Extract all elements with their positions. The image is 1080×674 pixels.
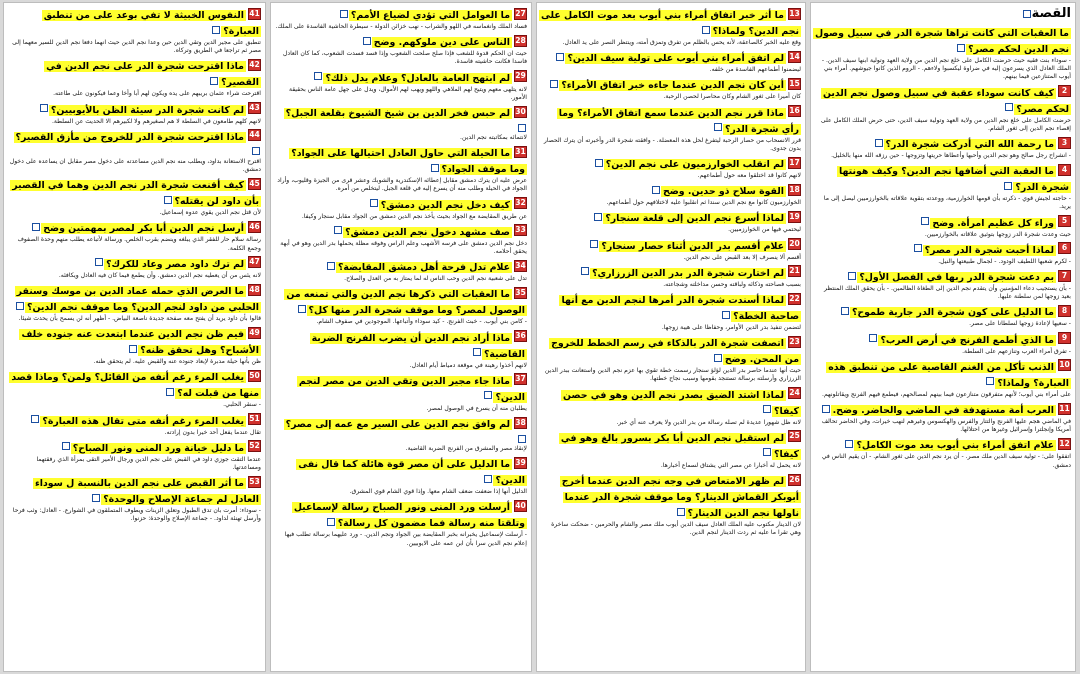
question-number-badge: 52 [249, 441, 260, 451]
checkbox-icon [340, 10, 348, 18]
question-text: كيف كانت سوداء عقبة في سبيل وصول نجم الدين لحكم مصر؟ [822, 87, 1069, 115]
checkbox-icon [95, 258, 103, 266]
question-text: ماذا اقترحت شجرة الدر على نجم الدين في القصير؟ [46, 61, 259, 89]
question-text: ما الدليل على كون شجرة الدر جارية طموح؟ [851, 307, 1054, 319]
answer-text: لانهم أخذوا رهينة في موقعة دمياط أيام العادل. [409, 361, 527, 369]
question-text: ما رحمة الله التي أدركت شجرة الدر؟ [885, 139, 1054, 151]
checkbox-icon [298, 305, 306, 313]
question-line [8, 282, 261, 314]
checkbox-icon [986, 377, 994, 385]
answer-text: اقترحت شراء عثمان بريبهم على يده ويكون لهم أبا وأخا وعما فيكونون على طاعته. [53, 90, 261, 98]
page-title-text: القصة [1031, 6, 1071, 21]
question-text: كيف أقنعت شجرة الدر نجم الدين وهما في القصير بأن داود لن يقتله؟ [12, 180, 259, 208]
question-text: أرسل نجم الدين أبا بكر لمصر بمهمتين وضح [43, 223, 244, 235]
checkbox-icon [314, 72, 322, 80]
question-text: فيم ظن نجم الدين عندما ابتعدت عنه جنوده خلف الأشباح؟ وهل تحقق ظنه؟ [21, 329, 259, 357]
question-line [541, 472, 801, 520]
question-number-badge: 35 [515, 287, 526, 297]
answer-text: رسالة سلام حار للفقر الذي يبلغه وينضم بقرب الخلص. ورسالة لأتباعه يطلب منهم وحدة الصفوف وجمع الكلمة. [17, 236, 261, 252]
question-line [815, 268, 1071, 284]
answer-text: لإنقاذ مصر والمشرق من الفرنج الضربة القاضية. [405, 445, 527, 453]
column-body [815, 24, 1071, 470]
checkbox-icon [677, 508, 685, 516]
question-number-badge: 22 [789, 293, 800, 303]
question-text: وراء كل عظيم امرأة. وضح [932, 217, 1054, 229]
question-text: لم اتفق أمراء بني أيوب على تولية سيف الدين؟ [567, 53, 784, 65]
checkbox-icon [32, 223, 40, 231]
checkbox-icon [590, 240, 598, 248]
answer-text: - حاجته لجيش قوي - ذكرته بأن قومها الخوارزمية، ووعدته بتقوية علاقاته بالخوارزميين ليصل إلى ما يريد. [823, 195, 1071, 211]
checkbox-icon [957, 44, 965, 52]
checkbox-icon [518, 124, 526, 132]
checkbox-icon [581, 267, 589, 275]
question-text: لم انقلب الخوارزميون على نجم الدين؟ [605, 159, 784, 171]
answer-text: - كامن بني أيوب. - خبث الفرنج. - كيد سوداء وأتباعها. الموجودين في صفوف الشام. [316, 318, 527, 326]
question-text: ماذا اقترحت شجرة الدر للخروج من مأزق القصير؟ [15, 131, 244, 143]
checkbox-icon [845, 440, 853, 448]
question-number-badge: 31 [515, 146, 526, 156]
question-line [541, 429, 801, 461]
question-number-badge: 2 [1058, 85, 1071, 97]
question-text: ما الدليل على أن مصر قوة هائلة كما قال نفى الدين؟ [298, 459, 525, 487]
question-number-badge: 45 [249, 178, 260, 188]
question-number-badge: 43 [249, 103, 260, 113]
question-line [8, 176, 261, 208]
checkbox-icon [556, 53, 564, 61]
checkbox-icon [1005, 103, 1013, 111]
answer-text: كان أميرا على ثغور الشام وكان محاصرا لحصن الرحبة. [663, 93, 801, 101]
question-number-badge: 3 [1058, 137, 1071, 149]
checkbox-icon [921, 217, 929, 225]
answer-text: - سوداء: أمرت بان تدق الطبول وتعلق الزينات ويطوف المتملقون في الشوارع. - العادل: وثب فرحا وأرسل تهنئة لداود. - جماعة الإصلاح والوحدة: حزنوا. [12, 507, 261, 523]
answer-text: حرضت الكامل على خلع نجم الدين من ولاية العهد وتولية سيف الدين، حتى حرض الملك الكامل على إقصاء نجم الدين إلى ثغور الشام. [820, 116, 1071, 132]
checkbox-icon [875, 139, 883, 147]
question-line [8, 439, 261, 455]
answer-text: لان الدينار مكتوب عليه الملك العادل سيف الدين أيوب ملك مصر والشام والحرمين - ضحكت ساخرة وهي تقرا ما عليه ثم ردت الدينار لنجم الدين. [551, 521, 801, 537]
checkbox-icon [484, 475, 492, 483]
question-text: لم وافق نجم الدين على السير مع عمه إلى مصر؟ [285, 419, 510, 431]
question-number-badge: 44 [249, 130, 260, 140]
checkbox-icon [1004, 182, 1012, 190]
question-number-badge: 33 [515, 225, 526, 235]
answer-text: لانه ظل شهورا عديدة لم تصله رسالة من بدر الدين ولا يعرف عنه أي خبر. [616, 418, 801, 426]
question-line [541, 104, 801, 136]
answer-text: لانهم كانوا قد اختلقوا معه حول أطماعهم. [697, 172, 801, 180]
question-text: علام أقسم بدر الدين أثناء حصار سنجار؟ [601, 240, 784, 252]
column-3 [270, 2, 532, 672]
question-line [275, 455, 527, 487]
answer-text: - أرسلت لإسماعيل يخبرانه بخبر المقايضة بين الجواد ونجم الدين. - ورد عليهما برسالة تطلب فيها إعلام نجم الدين سرا بأن ابن عمه على الايوبيين. [284, 531, 527, 547]
question-text: ما أثر خبر اتفاق أمراء بني أيوب بعد موت الكامل على نجم الدين؟ ولماذا؟ [541, 10, 799, 37]
question-number-badge: 6 [1058, 242, 1071, 254]
question-number-badge: 21 [789, 266, 800, 276]
checkbox-icon [763, 405, 771, 413]
question-number-badge: 40 [515, 500, 526, 510]
checkbox-icon [550, 80, 558, 88]
answer-text: لانه يئس من أن يعطيه نجم الدين دمشق. وأن يطمع فيما كان فيه العادل ويكافئه. [58, 271, 261, 279]
answer-text: ظن بأنها حيلة مدبرة لإبعاد جنوده عنه والقبض عليه. لم يتحقق ظنه. [93, 358, 261, 366]
question-line [275, 104, 527, 133]
checkbox-icon [327, 262, 335, 270]
answer-text: لانه يحمل له أخبارا عن مصر التي يشتاق لسماع أخبارها. [660, 461, 801, 469]
checkbox-icon [334, 226, 342, 234]
question-number-badge: 34 [515, 260, 526, 270]
checkbox-icon [327, 518, 335, 526]
question-number-badge: 9 [1058, 332, 1071, 344]
answer-text: ليضمنوا أطماعهم الفاسدة من خلفه. [709, 66, 801, 74]
question-line [8, 6, 261, 38]
answer-text: قرر الانسحاب من حصار الرحبة ليتفرغ لحل هذه المعضلة. - وافقته شجرة الدر وأخبرته أن يترك الحصار بدون جدوى. [543, 136, 801, 152]
question-line [541, 334, 801, 366]
question-line [275, 196, 527, 212]
answer-text: تنطبق على مجير الدين وتقي الدين حين وعدا نجم الدين حيث انهما دفعا نجم الدين للسير معهما إلى مصر ثم تراجعا في الطريق وتركاه. [12, 39, 261, 55]
question-text: علام تدل فرحة أهل دمشق المقايضة؟ [337, 262, 510, 274]
question-line [8, 474, 261, 506]
checkbox-icon [822, 405, 830, 413]
checkbox-icon [16, 302, 24, 310]
question-number-badge: 12 [1059, 438, 1070, 448]
answer-text: عندما التقت جوزي داود في القبض على نجم الدين ورجال الأمير التقى بمرأة الذي رفقتهما ومساعدتها. [36, 455, 261, 472]
question-line [8, 325, 261, 357]
answer-text: تدل على شعبية نجم الدين وحب الناس له لما يمتاز به من العدل والصلاح. [344, 275, 527, 283]
question-line [275, 223, 527, 239]
question-line [275, 69, 527, 85]
page-title [815, 6, 1071, 21]
question-number-badge: 19 [789, 211, 800, 221]
question-number-badge: 53 [249, 476, 260, 486]
answer-text: لانهم كلهم طامعون في السلطة لا هم لصغيرهم ولا لكبيرهم الا الحديث عن السلطة. [51, 117, 261, 125]
checkbox-icon [92, 494, 100, 502]
question-text: ما العقبة التي أضافها نجم الدين؟ وكيف هونتها شجرة الدر؟ [838, 166, 1069, 194]
answer-text: - لكرم شعبها اللطيف الودود. - لجمال طبيعتها والنيل. [938, 257, 1071, 265]
question-text: الذنب تأكل من الغنم القاصية على من تنطبق هذه العبارة؟ ولماذا؟ [828, 361, 1069, 389]
question-number-badge: 14 [789, 51, 800, 61]
checkbox-icon [370, 199, 378, 207]
question-line [8, 57, 261, 89]
question-text: يغلب المرء رغم أنفه من القائل؟ ولمن؟ وماذا قصد منها من قبلت له؟ [11, 372, 259, 400]
answer-text: فساد الملك وانغماسه في اللهو والشراب - نهب خزائن الدولة - سيطرة الحاشية الفاسدة على الملك. [275, 23, 527, 30]
question-line [815, 241, 1071, 257]
column-body [8, 6, 261, 524]
question-line [541, 386, 801, 418]
question-line [541, 209, 801, 225]
column-2 [536, 2, 806, 672]
question-text: ما الذي أطمع الفرنج في أرض العرب؟ [880, 334, 1054, 346]
question-text: ما العوامل التي تؤدي لضياع الأمم؟ [350, 10, 510, 21]
answer-text: لأن قتل نجم الدين يقوي عدوه إسماعيل. [159, 209, 261, 217]
answer-text: - بأن يستجيب دعاء المؤمنين وأن يتقدم نجم الدين إلى الطغاة الظالمين. - بأن يحقق الملك المنتظر بعيد زوجها لمن سلطنة عليها. [823, 285, 1071, 301]
answer-text: قالوا بأن داود يريد أن يفتح معه صفحة جديدة ناصعة البياض. - أظهر أنه لن يسمح بأن يحدث شيئا. [18, 315, 261, 323]
question-line [275, 6, 527, 22]
question-line [815, 436, 1071, 452]
checkbox-icon [252, 147, 260, 155]
question-number-badge: 10 [1059, 360, 1070, 370]
question-line [275, 258, 527, 274]
question-line [815, 331, 1071, 347]
question-text: لم اختارت شجرة الدر بدر الدين الزرزاري؟ [592, 267, 784, 279]
checkbox-icon [1023, 10, 1031, 18]
checkbox-icon [595, 159, 603, 167]
question-line [275, 144, 527, 176]
answer-text: في الماضي هجم عليها الفرنج والتتار والفرس والهكسوس وغيرهم لنهب خيرات، وفي الحاضر تحالف أمريكا وإنجلترا وإسرائيل وغيرها من احتلالها. [821, 418, 1071, 434]
answer-text: دخل نجم الدين دمشق على فرسه الأشهب وعلم الراس وفوقه مظلة يحملها بدر الدين وهو في أبهة يحقق أحلامه. [280, 239, 527, 256]
answer-text: اتفقوا على: - تولية سيف الدين ملك مصر. - أن يرد نجم الدين على ثغور الشام. - أن يقيم الناس في دمشق. [821, 453, 1071, 469]
question-number-badge: 24 [789, 388, 800, 398]
checkbox-icon [848, 272, 856, 280]
question-line [8, 255, 261, 271]
checkbox-icon [210, 77, 218, 85]
question-line [8, 219, 261, 235]
answer-text: - سنقر الحلبي. [223, 401, 261, 409]
question-number-badge: 23 [789, 336, 800, 346]
answer-text: حيث أنها عندما حاصر بدر الدين لؤلؤ سنجار رسمت خطة تقوي بها عزم نجم الدين واستعانت ببدر الدين الزرزاري وأرسلته برسالة تستنجد بقومها وسبب نجاح خطتها. [544, 367, 801, 383]
question-number-badge: 11 [1059, 403, 1070, 413]
question-number-badge: 7 [1058, 270, 1071, 282]
column-4 [3, 2, 266, 672]
question-text: العرب أمة مستهدفة في الماضي والحاضر. وضح. [832, 405, 1054, 417]
answer-text: لتضمن تنفيذ بدر الدين الأوامر، وحفاظا على هيبة زوجها. [661, 324, 801, 332]
question-text: ماذا جاء مجير الدين وتقي الدين من مصر لنجم الدين؟ [298, 375, 525, 403]
question-line [8, 368, 261, 400]
answer-text: بسبب فصاحته وذكائه ولباقته وحسن مداخلته وشجاعته. [663, 280, 801, 288]
question-text: ما دليل خيانة ورد المنى ونور الصباح؟ [72, 442, 244, 454]
question-number-badge: 20 [789, 239, 800, 249]
question-number-badge: 49 [249, 327, 260, 337]
question-text: لم استقبل نجم الدين أبا بكر بسرور بالغ وهو في كيفا؟ [560, 432, 799, 460]
checkbox-icon [594, 213, 602, 221]
checkbox-icon [31, 415, 39, 423]
question-line [815, 358, 1071, 390]
question-number-badge: 8 [1058, 305, 1071, 317]
question-line [815, 84, 1071, 116]
question-number-badge: 42 [249, 59, 260, 69]
answer-text: الدليل أنها إذا ضعفت ضعف الشام معها. وإذا قوي الشام قوي المشرق. [349, 488, 527, 496]
question-number-badge: 29 [515, 71, 526, 81]
question-text: القوة سلاح ذو حدين. وضح [662, 186, 784, 198]
column-body [541, 6, 801, 537]
question-line [815, 401, 1071, 417]
question-number-badge: 32 [515, 198, 526, 208]
checkbox-icon [869, 334, 877, 342]
question-line [541, 264, 801, 280]
question-text: صف مشهد دخول نجم الدين دمشق؟ [345, 226, 510, 238]
question-number-badge: 18 [789, 184, 800, 194]
question-line [815, 303, 1071, 319]
question-number-badge: 46 [249, 221, 260, 231]
checkbox-icon [164, 196, 172, 204]
question-number-badge: 26 [789, 474, 800, 484]
answer-text: - سعيها لإعادة زوجها لسلطانا على مصر. [969, 320, 1071, 328]
question-number-badge: 17 [789, 157, 800, 167]
checkbox-icon [914, 244, 922, 252]
checkbox-icon [763, 448, 771, 456]
question-line [275, 285, 527, 317]
question-number-badge: 16 [789, 106, 800, 116]
question-text: يغلب المرء رغم أنفه متى تقال هذه العبارة؟ [42, 415, 244, 427]
question-text: لماذا أسرع نجم الدين إلى قلعة سنجار؟ [605, 213, 784, 225]
question-line [541, 237, 801, 253]
question-text: الناس على دين ملوكهم. وضح [373, 37, 510, 49]
question-number-badge: 39 [515, 457, 526, 467]
question-line [815, 135, 1071, 151]
question-text: ماذا قرر نجم الدين عندما سمع اتفاق الأمراء؟ وما رأي شجرة الدر؟ [558, 107, 799, 135]
question-line [815, 24, 1071, 56]
checkbox-icon [166, 388, 174, 396]
answer-text: لانتمائه بمكاتبته نجم الدين. [460, 134, 527, 142]
answer-text: عن طريق المقايضة مع الجواد بحيث يأخذ نجم الدين دمشق من الجواد مقابل سنجار وكيفا. [301, 212, 527, 220]
question-number-badge: 41 [249, 8, 260, 18]
question-text: بم دعت شجرة الدر ربها في الفصل الأول؟ [859, 272, 1054, 284]
question-line [541, 291, 801, 323]
question-number-badge: 27 [515, 8, 526, 18]
question-line [541, 155, 801, 171]
answer-text: عرض عليه ان يترك دمشق مقابل إعطائه الإسكندرية والشوبك وعشر قرى من الجيزة وقليوب، وأراد الجواد في الحيلة وطلب منه أن يسرع إليه في قلعة الجبل. ليتخلص من أمره. [277, 177, 527, 193]
checkbox-icon [40, 104, 48, 112]
question-text: ما أثر القبض على نجم الدين بالنسبة ل سوداء العادل لم جماعة الإصلاح والوحدة؟ [34, 478, 259, 506]
question-line [8, 128, 261, 157]
question-line [8, 101, 261, 117]
question-line [541, 49, 801, 65]
question-line [275, 372, 527, 404]
answer-text: - تفرق أمراء العرب وتنازعهم على السلطة. [962, 347, 1071, 355]
column-1 [810, 2, 1076, 672]
question-number-badge: 37 [515, 374, 526, 384]
question-line [275, 415, 527, 444]
question-line [541, 76, 801, 92]
answer-text: اقترح الاستعانة بداود، ويطلب منه نجم الدين مساعدته على دخول مصر مقابل ان يساعده على دخول دمشق. [9, 157, 261, 174]
question-line [275, 33, 527, 49]
question-number-badge: 30 [515, 106, 526, 116]
checkbox-icon [129, 345, 137, 353]
question-text: أين كان نجم الدين عندما جاءه خبر اتفاق الأمراء؟ [561, 80, 784, 92]
question-text: ما الحيلة التي حاول العادل احتيالها على الجواد؟ وما موقف الجواد؟ [291, 148, 525, 176]
question-number-badge: 28 [515, 35, 526, 45]
question-line [275, 498, 527, 530]
checkbox-icon [702, 26, 710, 34]
question-number-badge: 47 [249, 257, 260, 267]
question-text: لماذا اشتد الضيق بصدر نجم الدين وهو في حصن كيفا؟ [563, 389, 799, 417]
checkbox-icon [212, 26, 220, 34]
answer-text: على أمراء بني أيوب؛ لأنهم متفرقون متنازعون فيما بينهم لمصالحهم، فيطمع فيهم الفرنج ويقاتلونهم. [822, 390, 1071, 398]
checkbox-icon [722, 311, 730, 319]
question-number-badge: 15 [789, 78, 800, 88]
question-text: علام اتفق أمراء بني أيوب بعد موت الكامل؟ [856, 440, 1054, 452]
question-line [275, 329, 527, 361]
checkbox-icon [431, 164, 439, 172]
answer-text: تقال عندما يفعل أحد خيرا بدون إرادته. [164, 428, 261, 436]
checkbox-icon [652, 186, 660, 194]
question-text: لم ترك داود مصر وعاد للكرك؟ [106, 258, 244, 270]
answer-text: يطلبان منه أن يسرع في الوصول لمصر. [426, 404, 527, 412]
question-text: ماذا أراد نجم الدين أن يضرب الفرنج الضربة القاضية؟ [311, 332, 525, 360]
checkbox-icon [714, 354, 722, 362]
question-text: ما العقبات التي كانت تراها شجرة الدر في سبيل وصول نجم الدين لحكم مصر؟ [815, 28, 1069, 55]
question-line [8, 412, 261, 428]
question-text: ما العرض الذي حمله عماد الدين بن موسك وسنقر الحلبي من داود لنجم الدين؟ وما موقف نجم الدين؟ [16, 286, 259, 314]
answer-text: ليحتمي فيها من الخوارزميين. [728, 226, 801, 234]
checkbox-icon [841, 307, 849, 315]
answer-text: حيث وعدت شجرة الدر زوجها بتوثيق علاقاته بالخوارزميين. [924, 230, 1071, 238]
question-number-badge: 13 [789, 8, 800, 18]
question-line [815, 162, 1071, 194]
question-number-badge: 50 [249, 370, 260, 380]
answer-text: حيث ان الحكم قدوة للشعب فإذا صلح صلحت الشعوب وإذا فسد فسدت الشعوب، كما كان العادل فاسدا فكانت حاشيته فاسدة. [282, 50, 527, 66]
answer-text: الخوارزميون كانوا مع نجم الدين سندا ثم انقلبوا عليه لاختلافهم حول أطماعهم. [606, 199, 801, 207]
column-body [275, 6, 527, 548]
question-text: لم كانت شجرة الدر سيئة الظن بالأيوبيين؟ [50, 104, 244, 116]
question-line [541, 6, 801, 38]
question-text: لماذا أحبت شجرة الدر مصر؟ [924, 244, 1054, 256]
question-line [541, 182, 801, 198]
checkbox-icon [363, 37, 371, 45]
checkbox-icon [484, 391, 492, 399]
question-number-badge: 5 [1058, 215, 1071, 227]
question-text: لم حبس فخر الدين بن شيخ الشيوخ بقلعة الجبل؟ [285, 108, 510, 120]
question-text: اتصفت شجرة الدر بالذكاء في رسم الخطط للخروج من المحن. وضح [551, 338, 799, 366]
question-text: كيف دخل نجم الدين دمشق؟ [380, 199, 510, 211]
answer-text: - انشراح رجل صالح وهو نجم الدين وأحبها وأعطاها حريتها وتزوجها - حين رزقه الله منها بالخليل. [831, 152, 1071, 160]
question-number-badge: 36 [515, 331, 526, 341]
question-number-badge: 38 [515, 417, 526, 427]
checkbox-icon [714, 123, 722, 131]
checkbox-icon [62, 442, 70, 450]
question-text: أرسلت ورد المنى ونور الصباح رسالة لإسماعيل وتلقتا منه رسالة فما مضمون كل رسالة؟ [293, 502, 525, 530]
question-text: لم ظهر الامتعاض في وجه نجم الدين عندما أخرج أبوبكر القماش الدينار؟ وما موقف شجرة الدر عندما ناولها نجم الدين الدينار؟ [561, 476, 799, 520]
question-text: ما العقبات التي ذكرها نجم الدين والتي تمنعه من الوصول لمصر؟ وما موقف شجرة الدر منها كل؟ [286, 289, 525, 317]
answer-text: أقسم ألا ينصرف إلا بعد القبض على نجم الدين. [683, 253, 801, 261]
question-text: النفوس الخبيثة لا تفي بوعد على من تنطبق العبارة؟ [43, 10, 259, 37]
checkbox-icon [518, 435, 526, 443]
question-line [815, 214, 1071, 230]
question-number-badge: 48 [249, 284, 260, 294]
question-number-badge: 4 [1058, 164, 1071, 176]
answer-text: وقع عليه الخبر كالصاعقة، لأنه يحس بالظلم من تفرق وتمزق أمته، وينتظر النصر على يد العادل. [562, 39, 801, 46]
answer-text: - سوداء بنت فقيه حيث حرضت الكامل على خلع نجم الدين من ولاية العهد وتولية ابنها سيف الدين. - الملك العادل الذي يسرعون إليه في ضراوة ليكسبوا ولاءهم. - الروم الذين كانوا جيوشهم. أمراء بني أيوب المتنازعين فيما بينهم. [821, 57, 1071, 81]
question-number-badge: 25 [789, 431, 800, 441]
question-text: لم ابتهج العامة بالعادل؟ وعلام يدل ذلك؟ [325, 72, 510, 84]
question-text: لماذا أسندت شجرة الدر أمرها لنجم الدين مع أنها صاحبة الخطة؟ [561, 295, 799, 323]
answer-text: لانه يتلهى معهم ويتيح لهم الملاهي واللهو ويهب لهم الأموال، ويدل على جهل عامة الناس بحقيقة الأمور. [288, 85, 527, 101]
question-number-badge: 51 [249, 414, 260, 424]
checkbox-icon [473, 348, 481, 356]
